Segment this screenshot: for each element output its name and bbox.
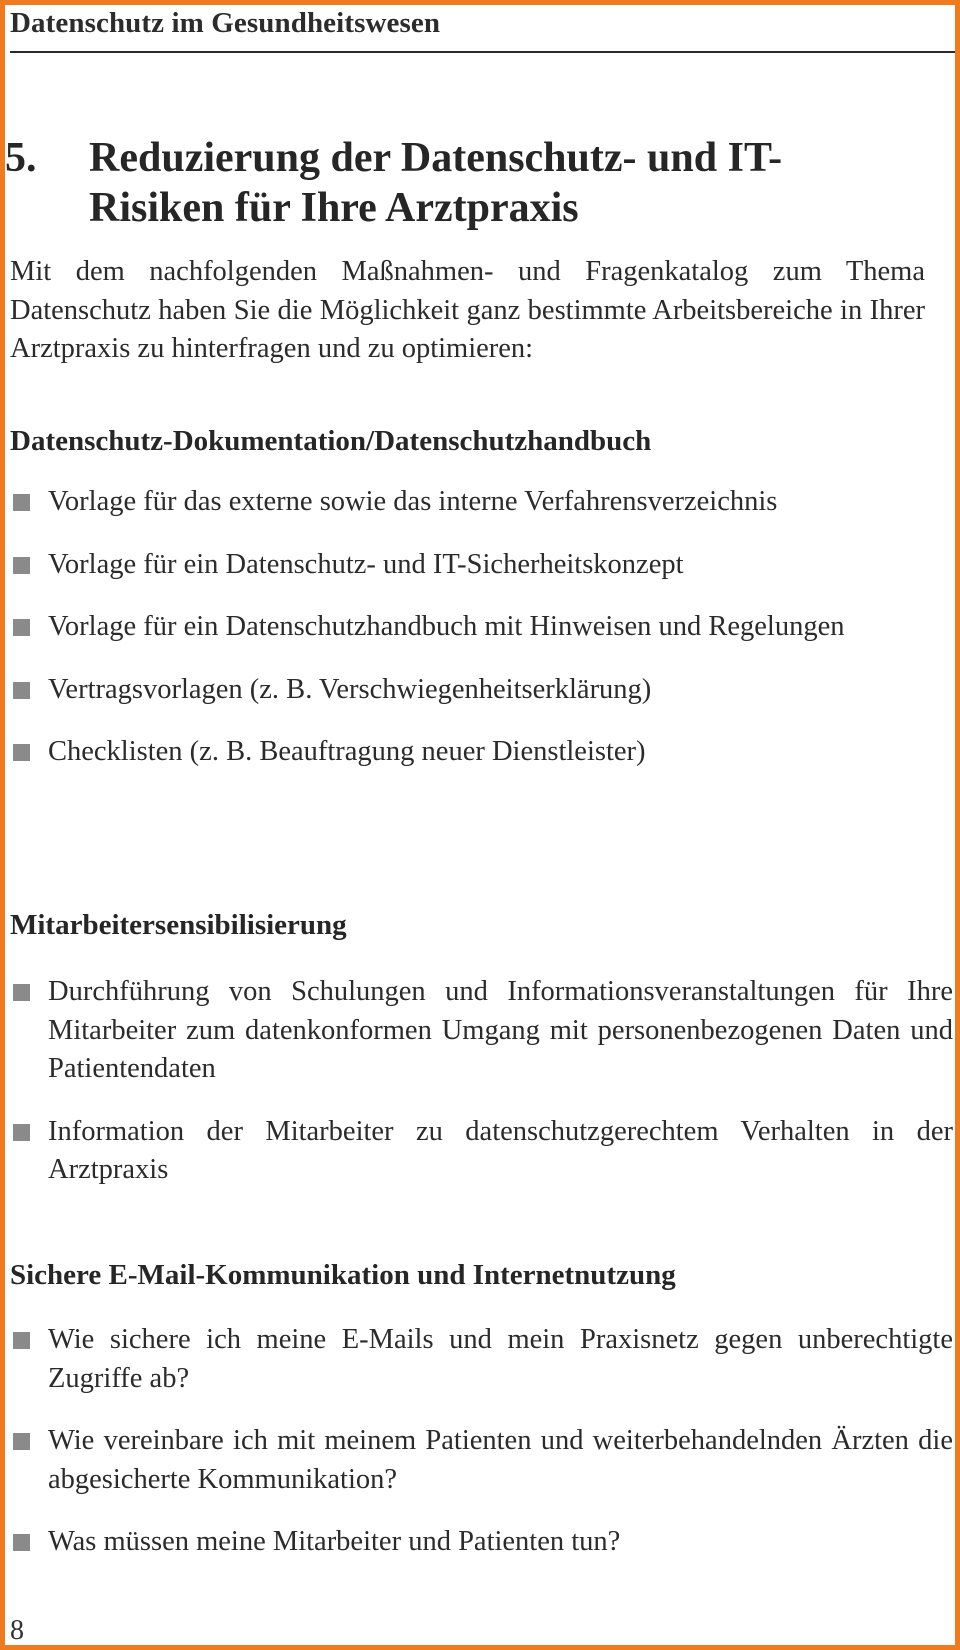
list-item xyxy=(10,608,953,647)
list-item-text: Vorlage für das externe sowie das interne Verfahrensverzeichnis xyxy=(48,486,778,517)
list-item xyxy=(10,671,953,710)
list-item-text: Durchführung von Schulungen und Informationsveranstaltungen für Ihre Mitarbeiter zum datenkonformen Umgang mit personenbezogenen Daten und Patientendaten xyxy=(48,976,953,1084)
square-bullet-icon xyxy=(13,984,30,1001)
list-item-text: Information der Mitarbeiter zu datenschutzgerechtem Verhalten in der Arztpraxis xyxy=(48,1115,953,1185)
list-item-text: Vorlage für ein Datenschutz- und IT-Sicherheitskonzept xyxy=(48,548,684,580)
list-item xyxy=(10,1422,953,1499)
square-bullet-icon xyxy=(13,1332,30,1349)
intro-paragraph: Mit dem nachfolgenden Maßnahmen- und Fragenkatalog zum Thema Datenschutz haben Sie die Möglichkeit ganz bestimmte Arbeitsbereiche in Ihrer Arztpraxis zu hinterfragen und zu optimieren: xyxy=(10,256,925,364)
list-item xyxy=(10,973,953,1089)
list-item xyxy=(10,733,953,772)
page-number: 8 xyxy=(10,1615,24,1646)
list-item-text: Checklisten (z. B. Beauftragung neuer Dienstleister) xyxy=(48,736,646,767)
running-header-title: Datenschutz im Gesundheitswesen xyxy=(10,7,441,39)
square-bullet-icon xyxy=(13,494,30,511)
list-dokumentation xyxy=(10,483,960,796)
list-item-text: Vertragsvorlagen (z. B. Verschwiegenheitserklärung) xyxy=(48,673,652,705)
square-bullet-icon xyxy=(13,1433,30,1450)
square-bullet-icon xyxy=(13,619,30,636)
list-item-text: Wie vereinbare ich mit meinem Patienten und weiterbehandelnden Ärzten die abgesicherte Kommunikation? xyxy=(48,1425,953,1495)
square-bullet-icon xyxy=(13,1124,30,1141)
square-bullet-icon xyxy=(13,682,30,699)
list-item xyxy=(10,546,953,585)
square-bullet-icon xyxy=(13,744,30,761)
list-mitarbeiter xyxy=(10,973,960,1214)
list-item xyxy=(10,1523,953,1562)
square-bullet-icon xyxy=(13,557,30,574)
square-bullet-icon xyxy=(13,1534,30,1551)
list-item xyxy=(10,483,953,522)
list-item-text: Was müssen meine Mitarbeiter und Patienten tun? xyxy=(48,1526,621,1557)
list-email xyxy=(10,1321,960,1586)
section-heading-email: Sichere E-Mail-Kommunikation und Internetnutzung xyxy=(10,1259,676,1291)
chapter-title: Reduzierung der Datenschutz- und IT-Risiken für Ihre Arztpraxis xyxy=(89,135,783,231)
section-heading-dokumentation: Datenschutz-Dokumentation/Datenschutzhandbuch xyxy=(10,425,652,457)
list-item-text: Wie sichere ich meine E-Mails und mein Praxisnetz gegen unberechtigte Zugriffe ab? xyxy=(48,1324,953,1394)
list-item xyxy=(10,1113,953,1190)
section-heading-mitarbeiter: Mitarbeitersensibilisierung xyxy=(10,909,347,941)
running-header xyxy=(10,5,960,53)
list-item-text: Vorlage für ein Datenschutzhandbuch mit Hinweisen und Regelungen xyxy=(48,611,845,642)
chapter-number: 5. xyxy=(5,135,37,181)
list-item xyxy=(10,1321,953,1398)
